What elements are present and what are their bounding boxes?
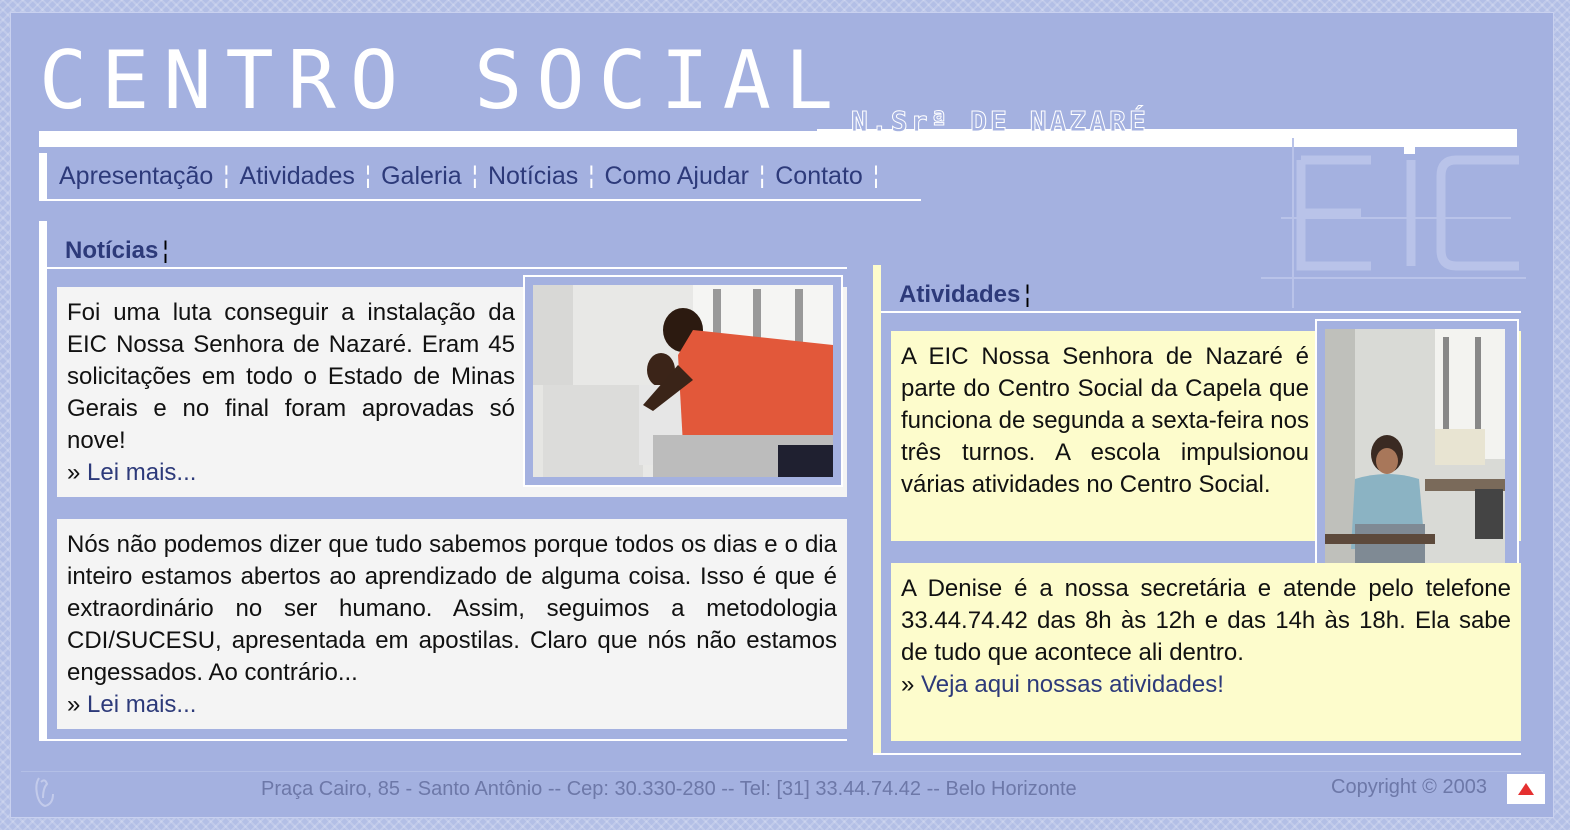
nav-apresentacao[interactable]: Apresentação bbox=[59, 161, 214, 190]
nav-separator: ¦ bbox=[364, 162, 372, 189]
lei-mais-link-1[interactable]: Lei mais... bbox=[87, 459, 197, 486]
nav-separator: ¦ bbox=[471, 162, 478, 189]
more-prefix: » bbox=[67, 691, 81, 718]
section-rule bbox=[873, 753, 1521, 755]
atividade-text-2: A Denise é a nossa secretária e atende pelo telefone 33.44.74.42 das 8h às 12h e das 14h às 18h. Ela sabe de tudo que acontece ali dentro. bbox=[901, 575, 1511, 666]
site-logo[interactable]: CENTRO SOCIAL bbox=[39, 34, 848, 127]
atividade-photo-frame bbox=[1315, 319, 1519, 579]
section-rule bbox=[881, 311, 1521, 313]
footer bbox=[21, 771, 1543, 808]
heading-separator: ¦ bbox=[1024, 281, 1031, 308]
site-subtitle: N.Srª DE NAZARÉ bbox=[851, 105, 1149, 138]
noticia-more-2 bbox=[67, 689, 837, 721]
nav-como-ajudar[interactable]: Como Ajudar bbox=[604, 161, 750, 190]
heading-separator: ¦ bbox=[162, 237, 169, 264]
up-arrow-icon bbox=[1517, 782, 1535, 796]
computer-class-photo[interactable] bbox=[533, 285, 833, 477]
secretary-photo[interactable] bbox=[1325, 329, 1505, 571]
more-prefix: » bbox=[901, 671, 915, 698]
back-to-top-button[interactable] bbox=[1507, 774, 1545, 804]
veja-atividades-link[interactable]: Veja aqui nossas atividades! bbox=[921, 671, 1224, 698]
nav-contato[interactable]: Contato bbox=[775, 161, 863, 190]
nav-galeria[interactable]: Galeria bbox=[381, 161, 462, 190]
more-prefix: » bbox=[67, 459, 81, 486]
emblem-icon bbox=[33, 774, 57, 808]
footer-copyright: Copyright © 2003 bbox=[1331, 776, 1487, 798]
noticia-text-2: Nós não podemos dizer que tudo sabemos porque todos os dias e o dia inteiro estamos abertos ao aprendizado de alguma coisa. Isso é que é extraordinário no ser humano. Assim, seguimos a metodologia CDI/SUCESU, apresentada em apostilas. Claro que nós não estamos engessados. Ao contrário... bbox=[67, 531, 837, 686]
noticia-text-1: Foi uma luta conseguir a instalação da EIC Nossa Senhora de Nazaré. Eram 45 solicitações em todo o Estado de Minas Gerais e no final foram aprovadas só nove! bbox=[67, 299, 515, 454]
atividades-title: Atividades bbox=[899, 281, 1021, 308]
nav-noticias[interactable]: Notícias bbox=[487, 161, 579, 190]
nav-separator: ¦ bbox=[872, 162, 880, 189]
nav-separator: ¦ bbox=[588, 162, 595, 189]
atividades-section bbox=[873, 265, 1529, 755]
noticia-card-2 bbox=[57, 519, 847, 729]
atividade-more-2 bbox=[901, 669, 1511, 701]
lei-mais-link-2[interactable]: Lei mais... bbox=[87, 691, 197, 718]
section-rule bbox=[39, 739, 847, 741]
page bbox=[10, 12, 1554, 818]
noticias-section bbox=[39, 221, 855, 741]
logo-underline bbox=[39, 131, 819, 147]
noticia-photo-frame-1 bbox=[523, 275, 843, 487]
main-nav bbox=[39, 153, 921, 201]
noticias-title: Notícias bbox=[65, 237, 159, 264]
atividade-card-2 bbox=[891, 563, 1521, 741]
atividade-text-1: A EIC Nossa Senhora de Nazaré é parte do Centro Social da Capela que funciona de segunda a sexta-feira nos três turnos. A escola impulsionou várias atividades no Centro Social. bbox=[901, 343, 1309, 498]
nav-separator: ¦ bbox=[223, 162, 230, 189]
nav-atividades[interactable]: Atividades bbox=[239, 161, 355, 190]
footer-address: Praça Cairo, 85 - Santo Antônio -- Cep: 30.330-280 -- Tel: [31] 33.44.74.42 -- Belo Horizonte bbox=[261, 778, 1077, 800]
nav-separator: ¦ bbox=[759, 162, 766, 189]
section-rule bbox=[47, 267, 847, 269]
atividades-heading bbox=[899, 281, 1031, 309]
noticias-heading bbox=[65, 237, 169, 265]
